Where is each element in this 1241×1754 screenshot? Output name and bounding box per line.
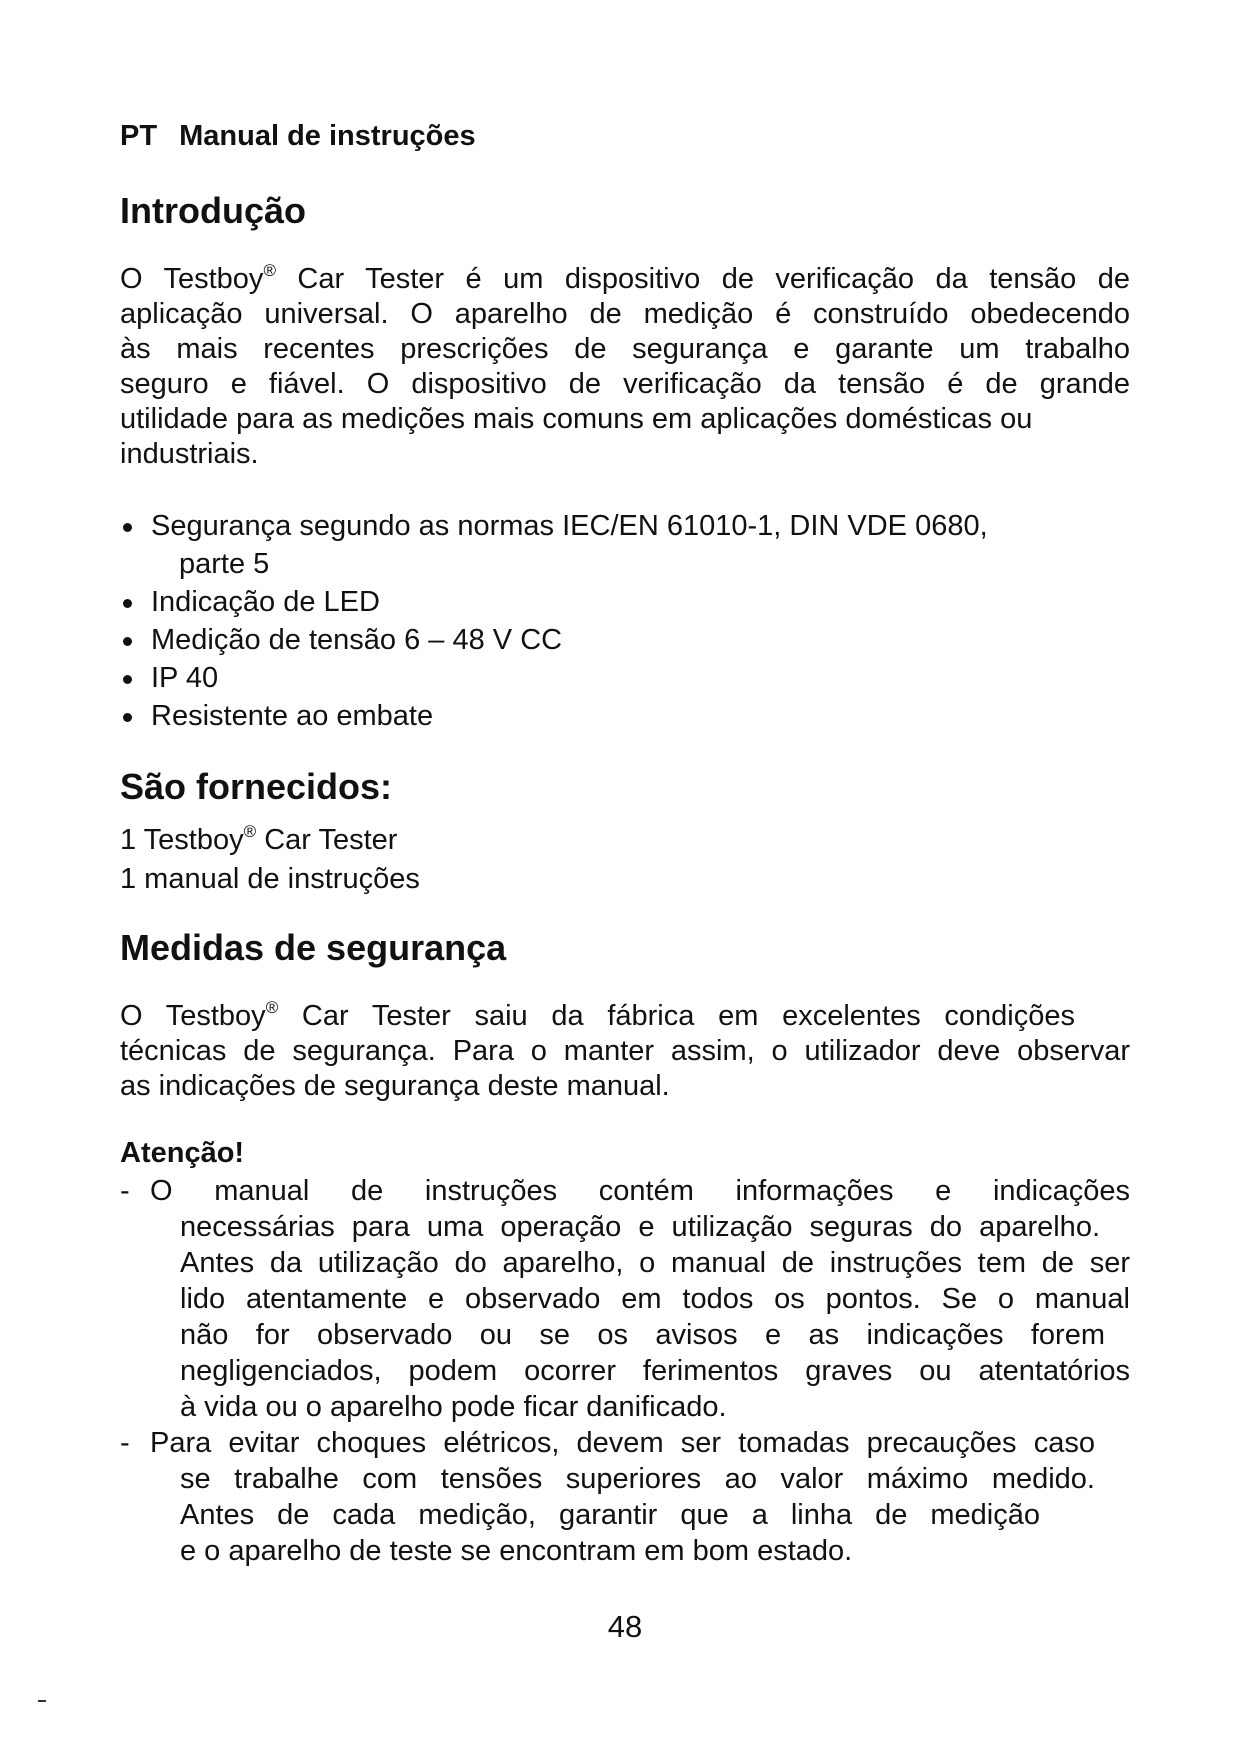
bullet-icon bbox=[123, 675, 132, 684]
supplied-item-2: 1 manual de instruções bbox=[120, 863, 420, 895]
safety-line-1: O Testboy® Car Tester saiu da fábrica em excelentes condições bbox=[120, 998, 1075, 1032]
warning-item-2: - Para evitar choques elétricos, devem ser tomadas precauções caso se trabalhe com tensões superiores ao valor máximo medido. Antes de cada medição, garantir que a linha de medição e o aparelho de teste se encontram em bom estado. bbox=[120, 1427, 1095, 1567]
intro-line-6: industriais. bbox=[120, 438, 259, 470]
page-number: 48 bbox=[607, 1609, 643, 1644]
bullet-icon bbox=[123, 637, 132, 646]
list-item: Indicação de LED bbox=[120, 583, 1130, 621]
intro-line-4: seguro e fiável. O dispositivo de verificação da tensão é de grande bbox=[120, 368, 1130, 400]
bullet-icon bbox=[123, 599, 132, 608]
header-title: Manual de instruções bbox=[179, 120, 476, 152]
dash-marker: - bbox=[120, 1427, 130, 1459]
list-item: Segurança segundo as normas IEC/EN 61010-1, DIN VDE 0680, parte 5 bbox=[120, 507, 1130, 583]
language-code: PT bbox=[120, 120, 158, 152]
registered-mark: ® bbox=[243, 822, 257, 841]
intro-line-1: O Testboy® Car Tester é um dispositivo de verificação da tensão de bbox=[120, 261, 1130, 295]
list-item: Resistente ao embate bbox=[120, 697, 1130, 735]
intro-paragraph bbox=[120, 253, 1130, 472]
registered-mark: ® bbox=[265, 998, 279, 1017]
supplied-item-1: 1 Testboy® Car Tester bbox=[120, 822, 398, 856]
list-item: IP 40 bbox=[120, 659, 1130, 697]
corner-mark bbox=[38, 1700, 46, 1702]
intro-line-3: às mais recentes prescrições de segurança e garante um trabalho bbox=[120, 333, 1130, 365]
warning-list bbox=[120, 1173, 1130, 1569]
safety-heading: Medidas de segurança bbox=[120, 927, 507, 968]
safety-brand: O Testboy bbox=[120, 1000, 266, 1032]
intro-brand: O Testboy bbox=[120, 263, 264, 295]
registered-mark: ® bbox=[263, 261, 276, 280]
safety-line-2: técnicas de segurança. Para o manter assim, o utilizador deve observar bbox=[120, 1035, 1130, 1067]
safety-line-3: as indicações de segurança deste manual. bbox=[120, 1070, 670, 1102]
intro-line-5: utilidade para as medições mais comuns em aplicações domésticas ou bbox=[120, 403, 1033, 435]
page-header bbox=[120, 120, 476, 153]
supplied-heading: São fornecidos: bbox=[120, 766, 393, 807]
bullet-icon bbox=[123, 713, 132, 722]
intro-line-2: aplicação universal. O aparelho de medição é construído obedecendo bbox=[120, 298, 1130, 330]
feature-list bbox=[120, 507, 1130, 735]
list-item: Medição de tensão 6 – 48 V CC bbox=[120, 621, 1130, 659]
dash-marker: - bbox=[120, 1175, 130, 1207]
warning-item-1: - O manual de instruções contém informações e indicações necessárias para uma operação e utilização seguras do aparelho. Antes da utilização do aparelho, o manual de instruções tem de ser lido atentamente e observado em todos os pontos. Se o manual não for observado ou se os avisos e as indicações forem negligenciados, podem ocorrer ferimentos graves ou atentatórios à vida ou o aparelho pode ficar danificado. bbox=[120, 1175, 1130, 1423]
supplied-list bbox=[120, 812, 420, 899]
safety-paragraph bbox=[120, 990, 1130, 1104]
bullet-icon bbox=[123, 523, 132, 532]
attention-label: Atenção! bbox=[120, 1137, 245, 1169]
intro-heading: Introdução bbox=[120, 190, 306, 231]
